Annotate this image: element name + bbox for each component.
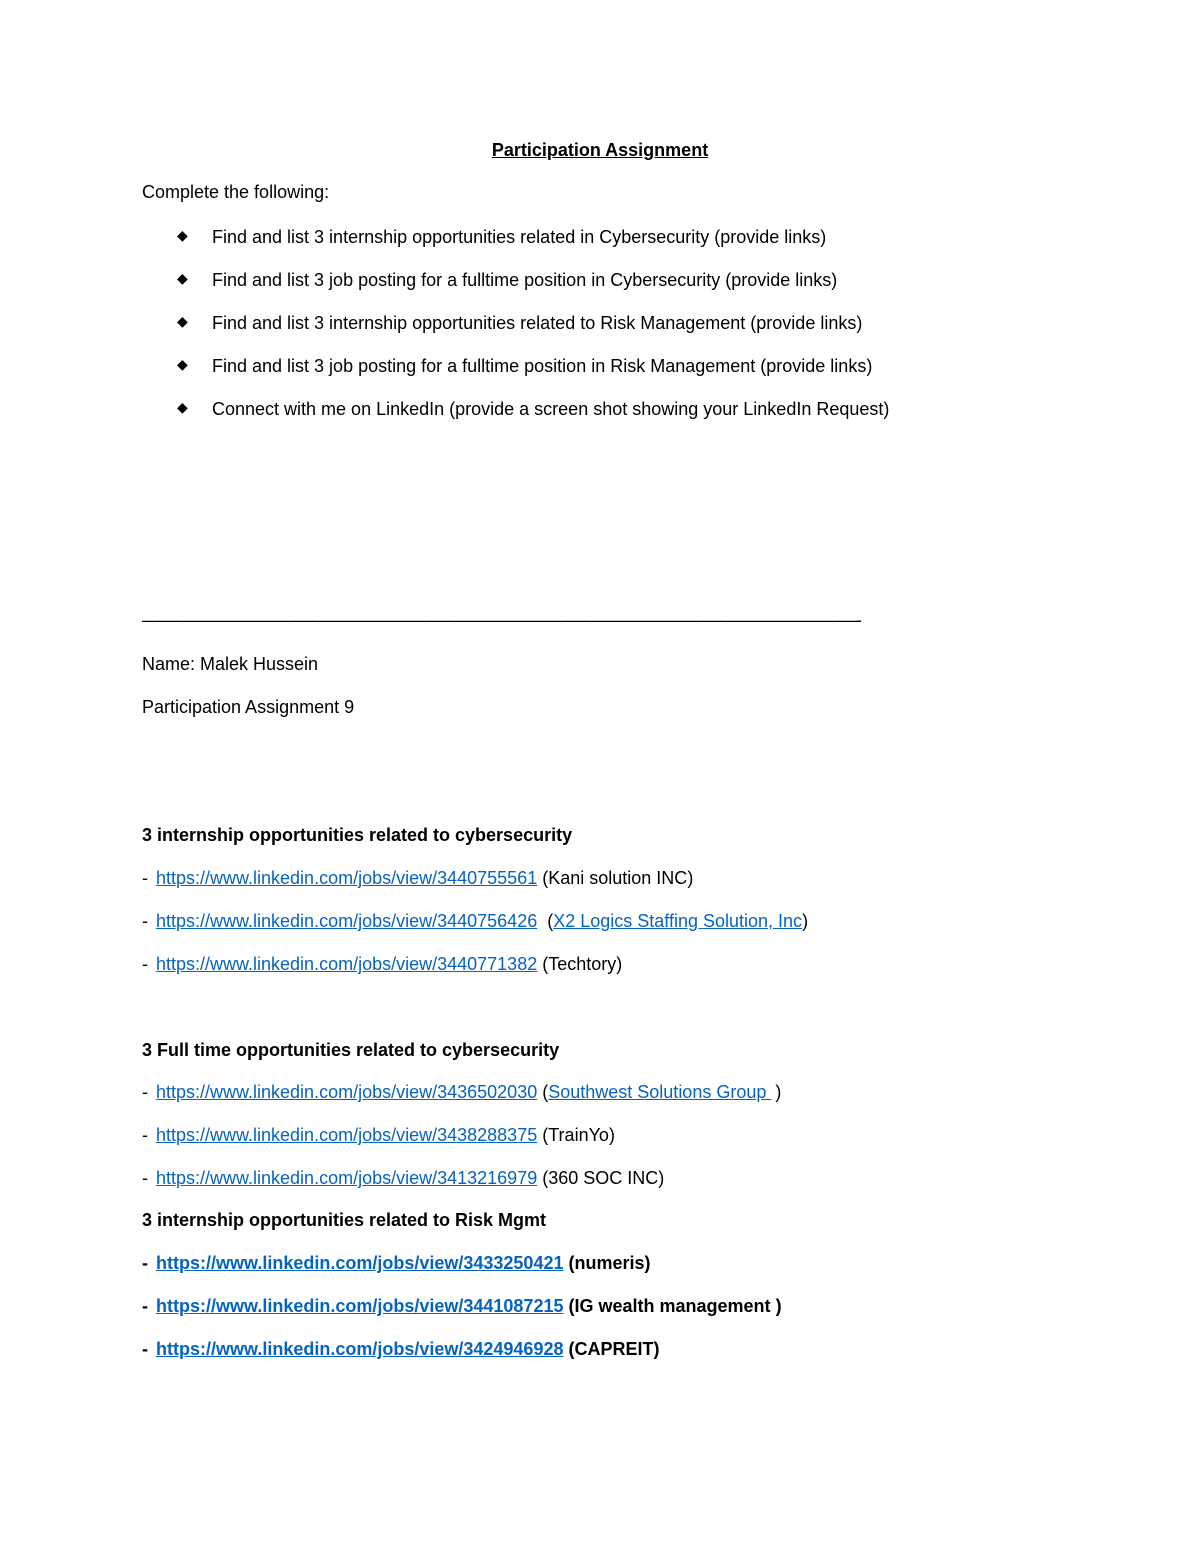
dash-marker: - [142,1253,148,1273]
link-row [142,952,622,976]
company-name: numeris [574,1253,645,1273]
company-suffix: ) [775,1296,782,1316]
company-link[interactable]: X2 Logics Staffing Solution, Inc [553,911,803,931]
company-name: CAPREIT [574,1339,654,1359]
company-suffix: ) [775,1082,782,1102]
company-suffix: ) [608,1125,615,1145]
link-row [142,1166,664,1190]
dash-marker: - [142,1168,148,1188]
company-prefix: ( [542,868,549,888]
job-link[interactable]: https://www.linkedin.com/jobs/view/3438288375 [156,1125,538,1145]
intro-text: Complete the following: [142,182,330,202]
link-row [142,1294,782,1318]
dash-marker: - [142,1125,148,1145]
link-row [142,1251,651,1275]
page-title: Participation Assignment [491,140,709,160]
company-prefix: ( [542,911,554,931]
dash-marker: - [142,1339,148,1359]
job-link[interactable]: https://www.linkedin.com/jobs/view/3433250421 [156,1253,564,1273]
student-name: Name: Malek Hussein [142,654,319,674]
link-row [142,909,808,933]
company-suffix: ) [653,1339,660,1359]
company-prefix: ( [568,1253,575,1273]
dash-marker: - [142,868,148,888]
bullet-icon: ◆ [177,270,188,286]
job-link[interactable]: https://www.linkedin.com/jobs/view/3424946928 [156,1339,564,1359]
company-prefix: ( [542,1082,549,1102]
company-suffix: ) [658,1168,665,1188]
job-link[interactable]: https://www.linkedin.com/jobs/view/3413216979 [156,1168,538,1188]
dash-marker: - [142,1082,148,1102]
section-heading: 3 internship opportunities related to Risk Mgmt [142,1210,547,1230]
task-text: Find and list 3 job posting for a fulltime position in Risk Management (provide links) [212,356,873,376]
section-heading: 3 internship opportunities related to cybersecurity [142,825,573,845]
company-name: Kani solution INC [548,868,688,888]
dash-marker: - [142,954,148,974]
dash-marker: - [142,911,148,931]
company-suffix: ) [644,1253,651,1273]
link-row [142,1123,615,1147]
company-name: TrainYo [548,1125,609,1145]
company-prefix: ( [542,1168,549,1188]
task-text: Find and list 3 internship opportunities related in Cybersecurity (provide links) [212,227,827,247]
company-prefix: ( [568,1296,575,1316]
company-suffix: ) [802,911,809,931]
company-suffix: ) [616,954,623,974]
assignment-number: Participation Assignment 9 [142,697,355,717]
job-link[interactable]: https://www.linkedin.com/jobs/view/3440755561 [156,868,538,888]
company-link[interactable]: Southwest Solutions Group [548,1082,772,1102]
task-text: Find and list 3 job posting for a fulltime position in Cybersecurity (provide links) [212,270,838,290]
bullet-icon: ◆ [177,399,188,415]
company-suffix: ) [687,868,694,888]
dash-marker: - [142,1296,148,1316]
company-name: Techtory [548,954,617,974]
company-prefix: ( [542,1125,549,1145]
link-row [142,1337,660,1361]
link-row [142,866,693,890]
divider-line: ——————————————————————————————————————————- [142,610,861,630]
bullet-icon: ◆ [177,356,188,372]
company-prefix: ( [542,954,549,974]
company-prefix: ( [568,1339,575,1359]
job-link[interactable]: https://www.linkedin.com/jobs/view/3440771382 [156,954,538,974]
section-heading: 3 Full time opportunities related to cybersecurity [142,1040,560,1060]
job-link[interactable]: https://www.linkedin.com/jobs/view/3440756426 [156,911,538,931]
task-text: Find and list 3 internship opportunities related to Risk Management (provide links) [212,313,863,333]
bullet-icon: ◆ [177,227,188,243]
job-link[interactable]: https://www.linkedin.com/jobs/view/3436502030 [156,1082,538,1102]
task-text: Connect with me on LinkedIn (provide a screen shot showing your LinkedIn Request) [212,399,890,419]
company-name: 360 SOC INC [548,1168,659,1188]
link-row [142,1080,781,1104]
company-name: IG wealth management [574,1296,776,1316]
job-link[interactable]: https://www.linkedin.com/jobs/view/3441087215 [156,1296,564,1316]
bullet-icon: ◆ [177,313,188,329]
